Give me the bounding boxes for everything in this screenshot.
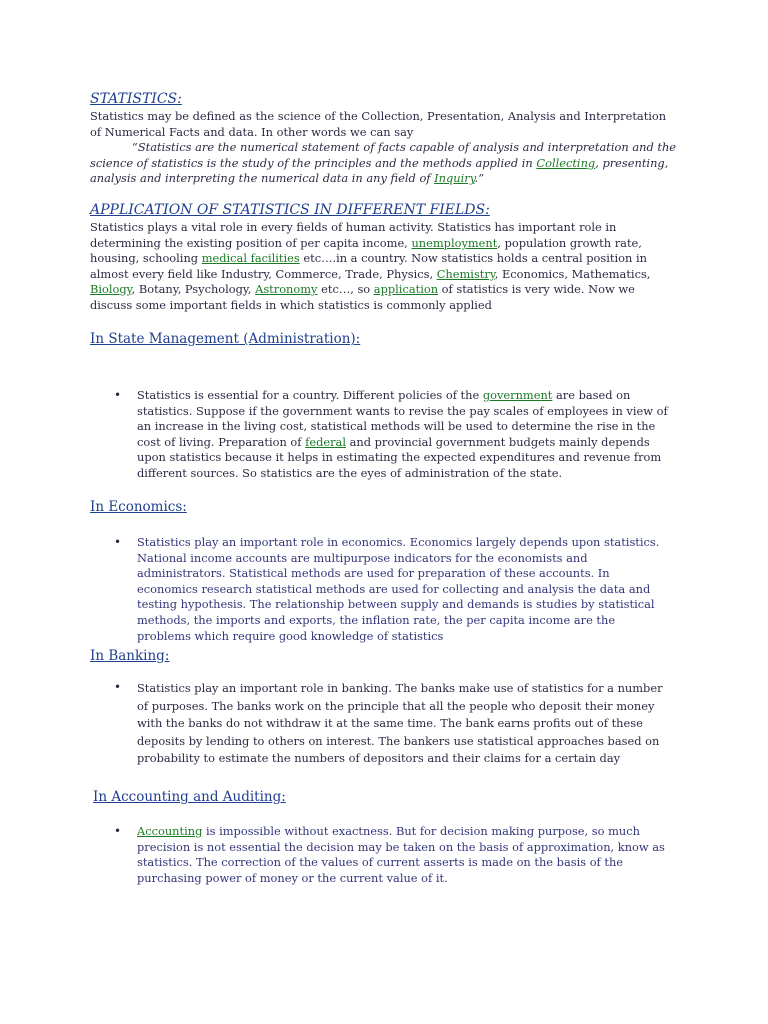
application-heading: APPLICATION OF STATISTICS IN DIFFERENT FIELDS: — [90, 202, 490, 218]
definition-quote: “Statistics are the numerical statement of facts capable of analysis and interpretation and the science of statistics is the study of the principles and the methods applied in Collecting, presenting, analysis and interpreting the numerical data in any field of Inquiry.” — [90, 140, 677, 186]
link-medical-facilities[interactable]: medical facilities — [201, 251, 300, 266]
link-government[interactable]: government — [482, 388, 553, 402]
economics-bullet: Statistics play an important role in economics. Economics largely depends upon statistics. National income accounts are multipurpose indicators for the economists and administrators. Statistical methods are used for preparation of these accounts. In economics research statistical methods are used for collecting and analysis the data and testing hypothesis. The relationship between supply and demands is studies by statistical methods, the imports and exports, the inflation rate, the per capita income are the problems which require good knowledge of statistics — [137, 535, 660, 643]
bullet-marker: • — [114, 824, 122, 838]
state-management-bullet: Statistics is essential for a country. Different policies of the government are based on statistics. Suppose if the government wants to revise the pay scales of employees in view of an increase in the living cost, statistical methods will be used to determine the rise in the cost of living. Preparation of federal and provincial government budgets mainly depends upon statistics because it helps in estimating the expected expenditures and revenue from different sources. So statistics are the eyes of administration of the state. — [137, 388, 668, 480]
link-chemistry[interactable]: Chemistry — [436, 266, 495, 281]
link-accounting[interactable]: Accounting — [137, 824, 203, 838]
banking-heading: In Banking: — [90, 648, 170, 664]
link-biology[interactable]: Biology — [90, 282, 132, 297]
definition-paragraph — [90, 109, 680, 187]
link-federal[interactable]: federal — [305, 434, 346, 449]
link-astronomy[interactable]: Astronomy — [255, 282, 318, 297]
state-management-heading: In State Management (Administration): — [90, 331, 361, 347]
link-collecting[interactable]: Collecting — [536, 155, 596, 170]
banking-bullet: Statistics play an important role in banking. The banks make use of statistics for a number of purposes. The banks work on the principle that all the people who deposit their money with the banks do not withdraw it at the same time. The bank earns profits out of these deposits by lending to others on interest. The bankers use statistical approaches based on probability to estimate the numbers of depositors and their claims for a certain day — [137, 681, 663, 766]
statistics-title: STATISTICS: — [90, 91, 182, 107]
application-paragraph: Statistics plays a vital role in every fields of human activity. Statistics has important role in determining the existing position of per capita income, unemployment, population growth rate, housing, schooling medical facilities etc….in a country. Now statistics holds a central position in almost every field like Industry, Commerce, Trade, Physics, Chemistry, Economics, Mathematics, Biology, Botany, Psychology, Astronomy etc…, so application of statistics is very wide. Now we discuss some important fields in which statistics is commonly applied — [90, 220, 651, 312]
bullet-marker: • — [114, 680, 122, 694]
accounting-bullet: Accounting is impossible without exactness. But for decision making purpose, so much precision is not essential the decision may be taken on the basis of approximation, know as statistics. The correction of the values of current asserts is made on the basis of the purchasing power of money or the current value of it. — [137, 824, 665, 885]
accounting-heading: In Accounting and Auditing: — [93, 789, 286, 805]
link-unemployment[interactable]: unemployment — [411, 235, 498, 250]
bullet-marker: • — [114, 388, 122, 402]
link-application[interactable]: application — [373, 282, 439, 297]
bullet-marker: • — [114, 535, 122, 549]
link-inquiry[interactable]: Inquiry — [434, 171, 475, 186]
economics-heading: In Economics: — [90, 499, 187, 515]
definition-text: Statistics may be defined as the science of the Collection, Presentation, Analysis and Interpretation of Numerical Facts and data. In other words we can say — [90, 109, 667, 139]
